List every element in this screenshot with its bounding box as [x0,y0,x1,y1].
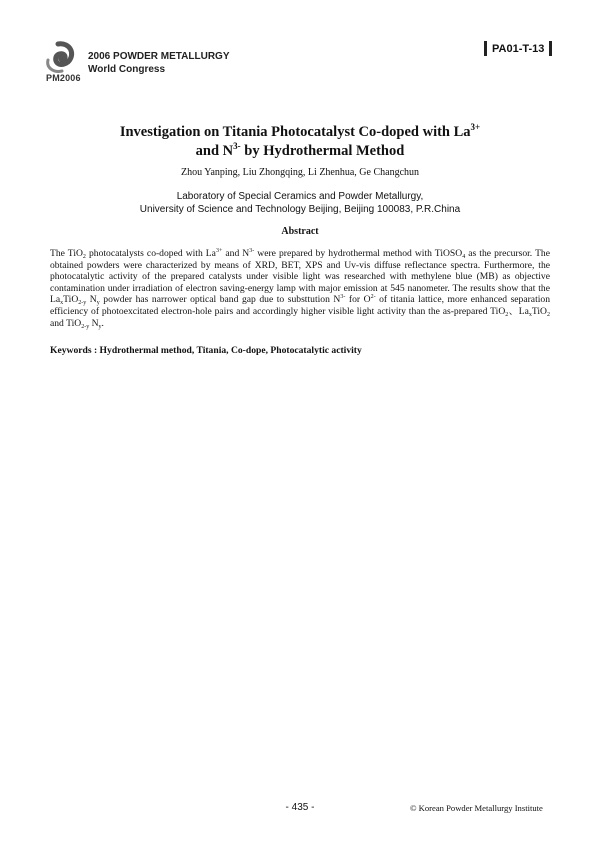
abstract-sub: x [60,300,64,307]
abstract-text: 、La [508,305,529,317]
abstract-text: as the precursor. The obtained powders were characterized by means of XRD, BET, XPS and Uv-vis diffuse reflectance spectra. Furthermore, the photocatalytic activity of the prepared catalysts under visible light was researched with methylene blue (MB) as objective contamination under irradiation of electron saving-energy lamp with major emission at 545 nanometer. The results show that the La [50,248,550,306]
abstract-text: were prepared by hydrothermal method with TiOSO [254,248,463,259]
affiliation-line-2: University of Science and Technology Beijing, Beijing 100083, P.R.China [139,204,461,215]
abstract-text: and N [222,248,250,259]
title-text-3: by Hydrothermal Method [240,143,405,159]
congress-line-2: World Congress [88,64,166,75]
abstract-sub: y [98,323,102,330]
tag-bar-right [549,41,552,56]
congress-line-1: 2006 POWDER METALLURGY [88,51,230,62]
title-text-1: Investigation on Titania Photocatalyst Co-doped with La [119,124,471,140]
tag-bar-left [484,41,487,56]
title-sup-1: 3+ [470,122,481,132]
abstract-text: of titania lattice, more enhanced separation efficiency of photoexcitated electron-hole pairs and accordingly higher visible light activity than the as-prepared TiO [50,294,550,317]
swirl-logo-icon [40,40,80,74]
abstract-sub: 2-y [78,300,87,307]
abstract-sub: 2 [546,311,550,318]
abstract-sub: 2-y [81,323,90,330]
abstract-sub: y [96,300,100,307]
copyright-notice: © Korean Powder Metallurgy Institute [410,803,543,813]
abstract-text: N [89,317,99,329]
paper-title [60,123,540,161]
abstract-sub: 2 [505,311,509,318]
paper-code: PA01-T-13 [492,42,545,55]
title-text-2: and N [195,143,234,159]
abstract-text: . [101,317,104,329]
keywords: Keywords : Hydrothermal method, Titania, Co-dope, Photocatalytic activity [50,345,362,356]
abstract-sub: x [528,311,532,318]
logo-text: PM2006 [46,73,81,83]
abstract-text: for O [345,294,371,306]
abstract-heading: Abstract [281,226,319,237]
page-number: - 435 - [285,802,315,813]
abstract-sub: 2 [82,254,86,260]
abstract-sup: 3- [249,248,255,254]
abstract-sup: 3- [340,294,346,301]
paper-code-tag [484,41,552,56]
affiliation-line-1: Laboratory of Special Ceramics and Powder Metallurgy, [176,191,424,202]
authors: Zhou Yanping, Liu Zhongqing, Li Zhenhua, Ge Changchun [180,167,420,178]
abstract-text: The TiO [50,248,83,259]
affiliation [60,190,540,216]
abstract-text: and TiO [50,317,82,329]
abstract-body [50,248,550,329]
title-sup-2: 3- [233,141,241,151]
abstract-text: TiO [63,294,79,306]
abstract-text: powder has narrower optical band gap due to substtution N [99,294,341,306]
abstract-text: TiO [531,305,547,317]
abstract-sub: 4 [462,254,466,260]
title-line-2 [60,142,540,161]
abstract-sup: 2- [370,294,376,301]
congress-title [88,50,230,76]
abstract-sup: 3+ [215,248,223,254]
abstract-text: photocatalysts co-doped with La [85,248,216,259]
abstract-text: N [86,294,97,306]
title-line-1 [60,123,540,142]
